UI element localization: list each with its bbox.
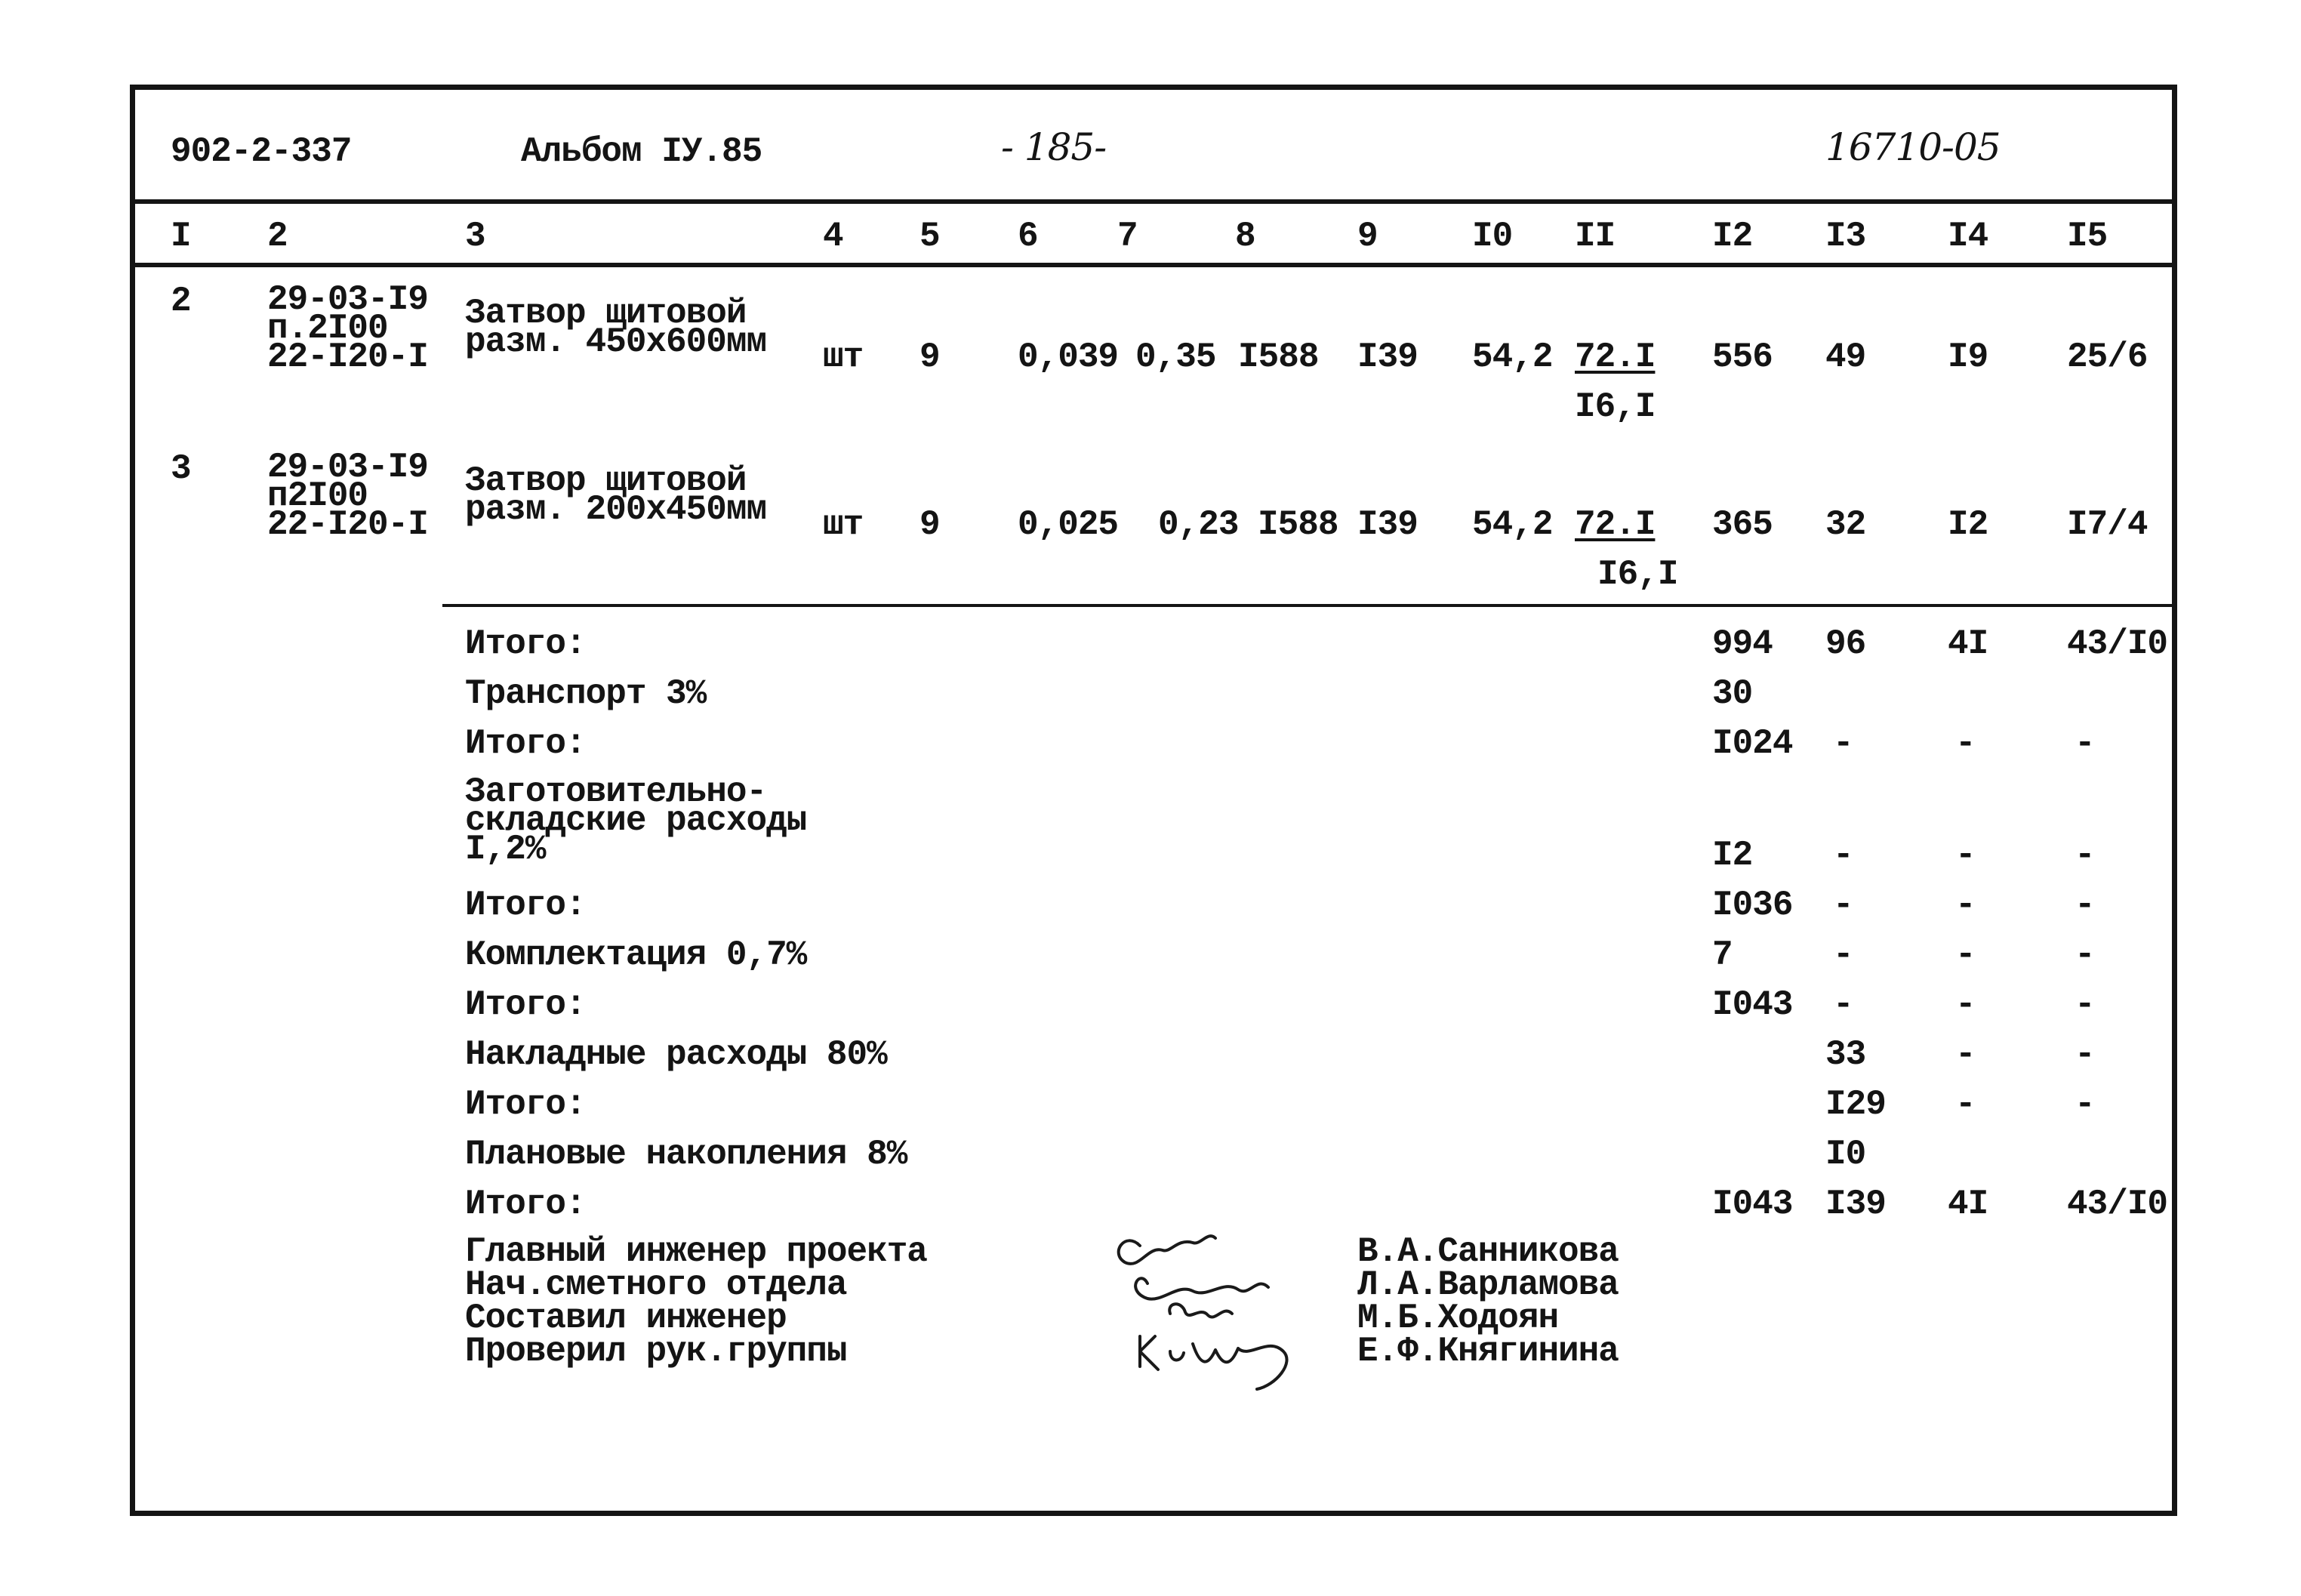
row-unit: шт bbox=[823, 505, 864, 544]
signature-names: В.А.Санникова Л.А.Варламова М.Б.Ходоян Е.Ф.Княгинина bbox=[1357, 1232, 1619, 1371]
row-col13: 32 bbox=[1825, 505, 1866, 544]
summary-label: Итого: bbox=[465, 1085, 586, 1124]
header-divider bbox=[130, 199, 2177, 204]
summary-col14: 4I bbox=[1948, 624, 1988, 664]
summary-col12: I043 bbox=[1712, 985, 1793, 1024]
summary-col14: 4I bbox=[1948, 1185, 1988, 1224]
summary-divider bbox=[442, 604, 2177, 607]
summary-col15: - bbox=[2075, 1085, 2095, 1124]
summary-col12: 7 bbox=[1712, 935, 1733, 975]
summary-col15: - bbox=[2075, 935, 2095, 975]
summary-label: Транспорт 3% bbox=[465, 674, 707, 713]
row-number: 3 bbox=[171, 449, 191, 488]
row-col12: 365 bbox=[1712, 505, 1773, 544]
summary-col13: 96 bbox=[1825, 624, 1866, 664]
page-number: - 185- bbox=[1001, 125, 1107, 169]
row-col15: I7/4 bbox=[2067, 505, 2148, 544]
row-col6: 0,039 bbox=[1018, 337, 1119, 377]
summary-label: Заготовительно- складские расходы I,2% bbox=[465, 772, 807, 869]
row-col6: 0,025 bbox=[1018, 505, 1119, 544]
col-11: II bbox=[1575, 217, 1616, 256]
summary-col13: I0 bbox=[1825, 1135, 1866, 1174]
handwritten-signatures bbox=[1095, 1215, 1344, 1397]
row-col7: 0,23 bbox=[1158, 505, 1239, 544]
summary-col14: - bbox=[1955, 836, 1976, 875]
row-col12: 556 bbox=[1712, 337, 1773, 377]
row-col10: 54,2 bbox=[1472, 505, 1553, 544]
row-qty: 9 bbox=[919, 505, 940, 544]
summary-label: Итого: bbox=[465, 985, 586, 1024]
row-name: Затвор щитовой разм. 450х600мм bbox=[465, 294, 767, 362]
summary-col12: I043 bbox=[1712, 1185, 1793, 1224]
col-15: I5 bbox=[2067, 217, 2108, 256]
col-10: I0 bbox=[1472, 217, 1513, 256]
col-13: I3 bbox=[1825, 217, 1866, 256]
summary-col13: I39 bbox=[1825, 1185, 1886, 1224]
col-5: 5 bbox=[919, 217, 940, 256]
col-14: I4 bbox=[1948, 217, 1988, 256]
summary-col12: I2 bbox=[1712, 836, 1753, 875]
col-6: 6 bbox=[1018, 217, 1038, 256]
row-unit: шт bbox=[823, 337, 864, 377]
row-col7: 0,35 bbox=[1135, 337, 1216, 377]
summary-col13: 33 bbox=[1825, 1035, 1866, 1074]
row-col14: I2 bbox=[1948, 505, 1988, 544]
row-col15: 25/6 bbox=[2067, 337, 2148, 377]
row-code: 29-03-I9 п.2I00 22-I20-I bbox=[267, 280, 428, 377]
row-code: 29-03-I9 п2I00 22-I20-I bbox=[267, 448, 428, 544]
signature-roles: Главный инженер проекта Нач.сметного отдела Составил инженер Проверил рук.группы bbox=[465, 1232, 927, 1371]
summary-col15: - bbox=[2075, 724, 2095, 763]
row-qty: 9 bbox=[919, 337, 940, 377]
col-8: 8 bbox=[1235, 217, 1255, 256]
summary-col14: - bbox=[1955, 1085, 1976, 1124]
summary-col13: - bbox=[1833, 724, 1853, 763]
col-4: 4 bbox=[823, 217, 843, 256]
summary-col13: - bbox=[1833, 836, 1853, 875]
summary-col15: 43/I0 bbox=[2067, 1185, 2168, 1224]
summary-col12: 30 bbox=[1712, 674, 1753, 713]
summary-col12: 994 bbox=[1712, 624, 1773, 664]
summary-label: Итого: bbox=[465, 886, 586, 925]
row-col9: I39 bbox=[1357, 337, 1418, 377]
summary-col14: - bbox=[1955, 935, 1976, 975]
row-number: 2 bbox=[171, 282, 191, 321]
summary-col13: - bbox=[1833, 886, 1853, 925]
summary-col15: - bbox=[2075, 1035, 2095, 1074]
row-col8: I588 bbox=[1258, 505, 1338, 544]
row-col9: I39 bbox=[1357, 505, 1418, 544]
row-col11-top: 72.I bbox=[1575, 505, 1656, 544]
row-name: Затвор щитовой разм. 200х450мм bbox=[465, 461, 767, 529]
col-1: I bbox=[171, 217, 191, 256]
col-3: 3 bbox=[465, 217, 485, 256]
summary-label: Итого: bbox=[465, 724, 586, 763]
col-12: I2 bbox=[1712, 217, 1753, 256]
row-col10: 54,2 bbox=[1472, 337, 1553, 377]
summary-label: Итого: bbox=[465, 624, 586, 664]
summary-label: Накладные расходы 80% bbox=[465, 1035, 887, 1074]
col-7: 7 bbox=[1117, 217, 1138, 256]
summary-label: Итого: bbox=[465, 1185, 586, 1224]
col-9: 9 bbox=[1357, 217, 1378, 256]
row-col13: 49 bbox=[1825, 337, 1866, 377]
summary-col14: - bbox=[1955, 724, 1976, 763]
col-2: 2 bbox=[267, 217, 288, 256]
summary-col15: - bbox=[2075, 886, 2095, 925]
summary-col12: I036 bbox=[1712, 886, 1793, 925]
summary-col14: - bbox=[1955, 985, 1976, 1024]
summary-col14: - bbox=[1955, 886, 1976, 925]
summary-label: Комплектация 0,7% bbox=[465, 935, 807, 975]
summary-col13: I29 bbox=[1825, 1085, 1886, 1124]
columns-divider bbox=[130, 263, 2177, 267]
summary-col15: - bbox=[2075, 836, 2095, 875]
doc-code: 902-2-337 bbox=[171, 132, 352, 171]
doc-number: 16710-05 bbox=[1825, 125, 2001, 169]
summary-col13: - bbox=[1833, 985, 1853, 1024]
summary-col13: - bbox=[1833, 935, 1853, 975]
summary-col15: - bbox=[2075, 985, 2095, 1024]
row-col11-bottom: I6,I bbox=[1575, 387, 1656, 427]
row-col8: I588 bbox=[1238, 337, 1319, 377]
row-col11-top: 72.I bbox=[1575, 337, 1656, 377]
summary-col15: 43/I0 bbox=[2067, 624, 2168, 664]
row-col11-bottom: I6,I bbox=[1597, 555, 1678, 594]
album-label: Альбом IУ.85 bbox=[521, 132, 762, 171]
summary-col14: - bbox=[1955, 1035, 1976, 1074]
row-col14: I9 bbox=[1948, 337, 1988, 377]
summary-label: Плановые накопления 8% bbox=[465, 1135, 907, 1174]
summary-col12: I024 bbox=[1712, 724, 1793, 763]
